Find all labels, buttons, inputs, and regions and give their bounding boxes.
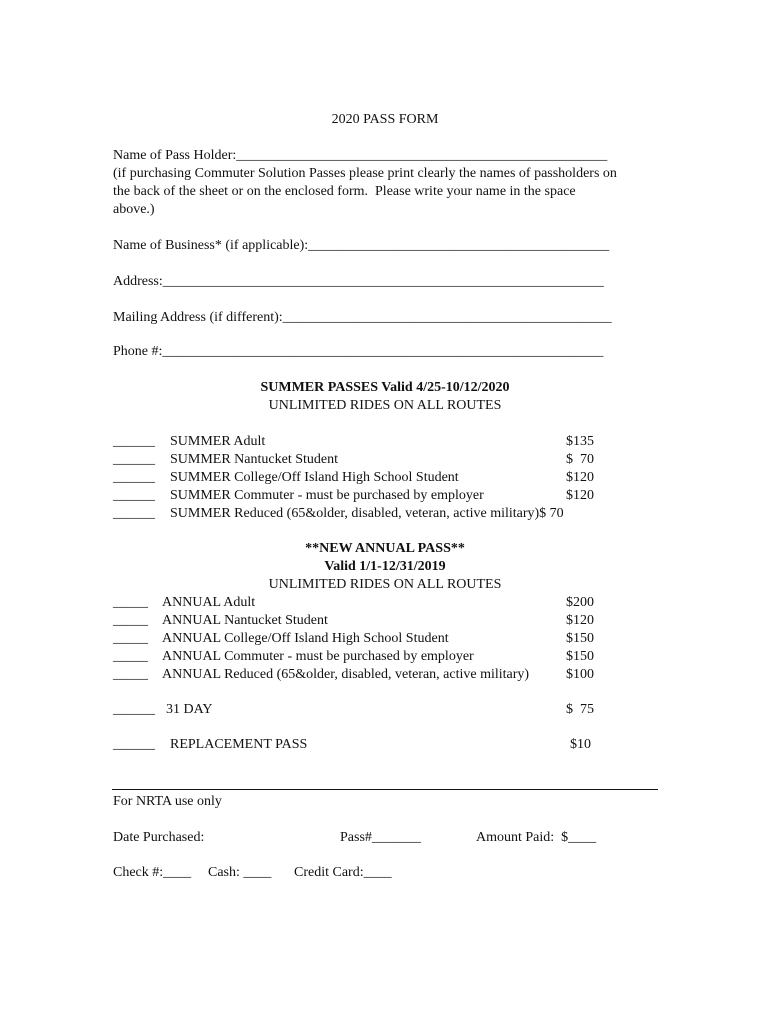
pass-holder-note-line-1: (if purchasing Commuter Solution Passes please print clearly the names of passholders on: [113, 166, 617, 181]
summer-student-blank[interactable]: ______: [113, 452, 155, 467]
annual-adult-blank[interactable]: _____: [113, 595, 148, 610]
address-field[interactable]: Address:_______________________________________________________________: [113, 274, 604, 289]
annual-subheading: UNLIMITED RIDES ON ALL ROUTES: [268, 577, 502, 592]
annual-adult-label: ANNUAL Adult: [162, 595, 256, 610]
cash-field[interactable]: Cash: ____: [208, 865, 272, 880]
day31-label: 31 DAY: [166, 702, 213, 717]
annual-commuter-label: ANNUAL Commuter - must be purchased by employer: [162, 649, 474, 664]
day31-price: $ 75: [566, 702, 594, 717]
annual-college-price: $150: [566, 631, 594, 646]
annual-student-blank[interactable]: _____: [113, 613, 148, 628]
day31-blank[interactable]: ______: [113, 702, 155, 717]
amount-paid-field[interactable]: Amount Paid: $____: [476, 830, 597, 845]
summer-reduced-label: SUMMER Reduced (65&older, disabled, veteran, active military)$ 70: [170, 506, 564, 521]
annual-college-label: ANNUAL College/Off Island High School Student: [162, 631, 449, 646]
summer-student-label: SUMMER Nantucket Student: [170, 452, 338, 467]
pass-holder-field[interactable]: Name of Pass Holder:_____________________________________________________: [113, 148, 608, 163]
annual-adult-price: $200: [566, 595, 594, 610]
page-title: 2020 PASS FORM: [331, 112, 439, 127]
annual-reduced-label: ANNUAL Reduced (65&older, disabled, veteran, active military): [162, 667, 530, 682]
summer-college-label: SUMMER College/Off Island High School Student: [170, 470, 459, 485]
annual-college-blank[interactable]: _____: [113, 631, 148, 646]
summer-college-price: $120: [566, 470, 594, 485]
summer-adult-blank[interactable]: ______: [113, 434, 155, 449]
annual-heading: **NEW ANNUAL PASS**: [305, 541, 465, 556]
pass-holder-note-line-2: the back of the sheet or on the enclosed form. Please write your name in the space: [113, 184, 576, 199]
business-name-field[interactable]: Name of Business* (if applicable):___________________________________________: [113, 238, 610, 253]
summer-student-price: $ 70: [566, 452, 594, 467]
check-number-field[interactable]: Check #:____: [113, 865, 192, 880]
nrta-use-label: For NRTA use only: [113, 794, 222, 809]
section-divider: [112, 789, 658, 790]
replacement-blank[interactable]: ______: [113, 737, 155, 752]
annual-reduced-price: $100: [566, 667, 594, 682]
credit-card-field[interactable]: Credit Card:____: [294, 865, 392, 880]
summer-reduced-blank[interactable]: ______: [113, 506, 155, 521]
annual-reduced-blank[interactable]: _____: [113, 667, 148, 682]
annual-commuter-price: $150: [566, 649, 594, 664]
summer-college-blank[interactable]: ______: [113, 470, 155, 485]
annual-student-label: ANNUAL Nantucket Student: [162, 613, 328, 628]
annual-validity: Valid 1/1-12/31/2019: [324, 559, 446, 574]
replacement-label: REPLACEMENT PASS: [170, 737, 308, 752]
summer-commuter-label: SUMMER Commuter - must be purchased by employer: [170, 488, 484, 503]
annual-student-price: $120: [566, 613, 594, 628]
pass-number-field[interactable]: Pass#_______: [340, 830, 421, 845]
summer-adult-label: SUMMER Adult: [170, 434, 266, 449]
date-purchased-label: Date Purchased:: [113, 830, 205, 845]
annual-commuter-blank[interactable]: _____: [113, 649, 148, 664]
replacement-price: $10: [570, 737, 591, 752]
summer-subheading: UNLIMITED RIDES ON ALL ROUTES: [268, 398, 502, 413]
summer-commuter-blank[interactable]: ______: [113, 488, 155, 503]
pass-holder-note-line-3: above.): [113, 202, 155, 217]
phone-field[interactable]: Phone #:_______________________________________________________________: [113, 344, 604, 359]
summer-heading: SUMMER PASSES Valid 4/25-10/12/2020: [260, 380, 510, 395]
mailing-address-field[interactable]: Mailing Address (if different):_______________________________________________: [113, 310, 612, 325]
summer-adult-price: $135: [566, 434, 594, 449]
summer-commuter-price: $120: [566, 488, 594, 503]
